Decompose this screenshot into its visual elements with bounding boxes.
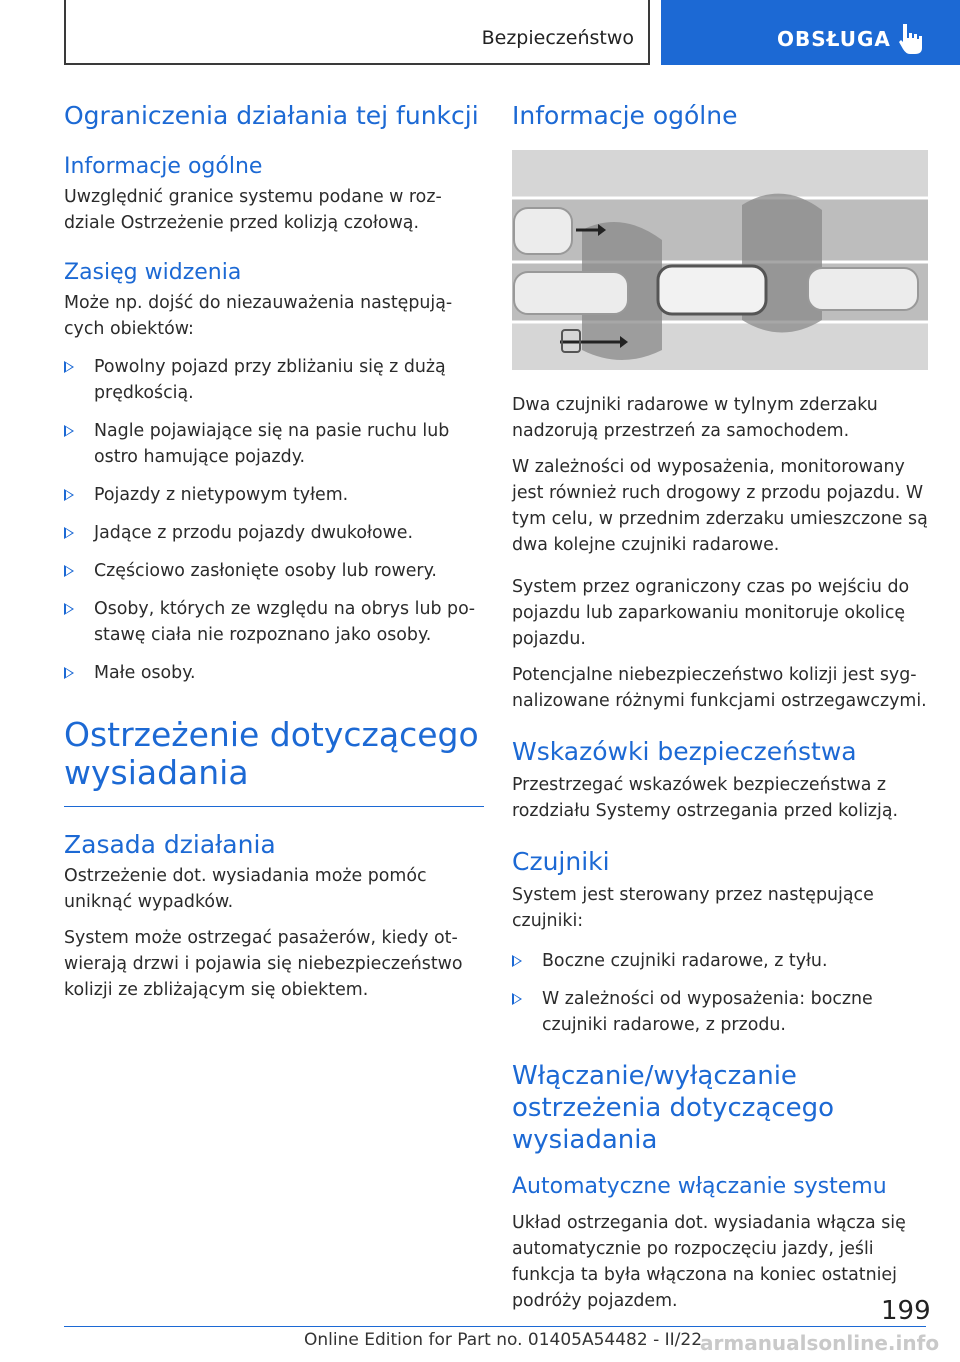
bullet-triangle-icon <box>512 993 522 1005</box>
right-column <box>512 96 932 1314</box>
bullet-triangle-icon <box>64 603 74 615</box>
heading-general-info: Informacje ogólne <box>64 154 263 179</box>
bullet-triangle-icon <box>64 667 74 679</box>
bullet-triangle-icon <box>64 565 74 577</box>
bullet-triangle-icon <box>512 955 522 967</box>
list-item: Nagle pojawiające się na pasie ruchu lub ostro hamujące pojazdy. <box>64 418 484 470</box>
paragraph-range: Może np. dojść do niezauważenia następujących obiektów: <box>64 293 453 339</box>
header-chapter-box <box>661 0 960 65</box>
page-number: 199 <box>881 1296 931 1326</box>
limits-list <box>64 354 484 686</box>
heading-principle: Zasada działania <box>64 830 276 859</box>
heading-general-info-right: Informacje ogólne <box>512 101 738 130</box>
list-item: Małe osoby. <box>64 660 484 686</box>
bullet-triangle-icon <box>64 527 74 539</box>
heading-range: Zasięg widzenia <box>64 260 242 285</box>
paragraph-signals: Potencjalne niebezpieczeństwo kolizji jest sygnalizowane różnymi funkcjami ostrzegawczymi. <box>512 665 927 711</box>
heading-auto-on: Automatyczne włączanie systemu <box>512 1174 887 1199</box>
list-item: Boczne czujniki radarowe, z tyłu. <box>512 948 932 974</box>
header-section-title: Bezpieczeństwo <box>481 27 634 49</box>
paragraph-safety: Przestrzegać wskazówek bezpieczeństwa z rozdziału Systemy ostrzegania przed kolizją. <box>512 775 899 821</box>
paragraph-principle-1: Ostrzeżenie dot. wysiadania może pomóc uniknąć wypadków. <box>64 866 427 912</box>
paragraph-monitoring-time: System przez ograniczony czas po wejściu do pojazdu lub zaparkowaniu monitoruje okolicę pojazdu. <box>512 577 910 649</box>
bullet-triangle-icon <box>64 489 74 501</box>
left-column <box>64 96 484 1003</box>
heading-sensors: Czujniki <box>512 847 610 876</box>
paragraph-general-info: Uwzględnić granice systemu podane w rozdziale Ostrzeżenie przed kolizją czołową. <box>64 187 442 233</box>
heading-exit-warning: Ostrzeżenie dotyczącego wysiadania <box>64 715 479 792</box>
paragraph-front-radar: W zależności od wyposażenia, monitorowany jest również ruch drogowy z przodu pojazdu. W tym celu, w przednim zderzaku umieszczone są dwa kolejne czujniki radarowe. <box>512 457 928 555</box>
sensors-list <box>512 948 932 1038</box>
list-item: W zależności od wyposażenia: boczne czujniki radarowe, z przodu. <box>512 986 932 1038</box>
list-item: Powolny pojazd przy zbliżaniu się z dużą prędkością. <box>64 354 484 406</box>
radar-illustration-graphic <box>512 150 928 370</box>
bullet-triangle-icon <box>64 361 74 373</box>
list-item: Osoby, których ze względu na obrys lub postawę ciała nie rozpoznano jako osoby. <box>64 596 484 648</box>
list-item: Jadące z przodu pojazdy dwukołowe. <box>64 520 484 546</box>
footer-edition: Online Edition for Part no. 01405A54482 - II/22 <box>304 1330 703 1350</box>
footer-divider <box>64 1326 926 1327</box>
header-section-box <box>64 0 650 65</box>
header-chapter-title: OBSŁUGA <box>777 27 891 51</box>
list-item: Częściowo zasłonięte osoby lub rowery. <box>64 558 484 584</box>
paragraph-auto-on: Układ ostrzegania dot. wysiadania włącza się automatycznie po rozpoczęciu jazdy, jeśli funkcja ta była włączona na koniec ostatniej podróży pojazdem. <box>512 1213 906 1311</box>
heading-safety: Wskazówki bezpieczeństwa <box>512 737 857 766</box>
section-divider <box>64 806 484 807</box>
watermark: armanualsonline.info <box>700 1331 940 1355</box>
radar-illustration <box>512 150 928 370</box>
paragraph-principle-2: System może ostrzegać pasażerów, kiedy otwierają drzwi i pojawia się niebezpieczeństwo kolizji ze zbliżającym się obiektem. <box>64 928 463 1000</box>
list-item: Pojazdy z nietypowym tyłem. <box>64 482 484 508</box>
pointing-hand-icon <box>897 22 925 56</box>
heading-on-off: Włączanie/wyłączanie ostrzeżenia dotyczącego wysiadania <box>512 1061 835 1155</box>
heading-limits: Ograniczenia działania tej funkcji <box>64 101 479 130</box>
paragraph-rear-radar: Dwa czujniki radarowe w tylnym zderzaku nadzorują przestrzeń za samochodem. <box>512 395 878 441</box>
bullet-triangle-icon <box>64 425 74 437</box>
paragraph-sensors: System jest sterowany przez następujące czujniki: <box>512 885 874 931</box>
